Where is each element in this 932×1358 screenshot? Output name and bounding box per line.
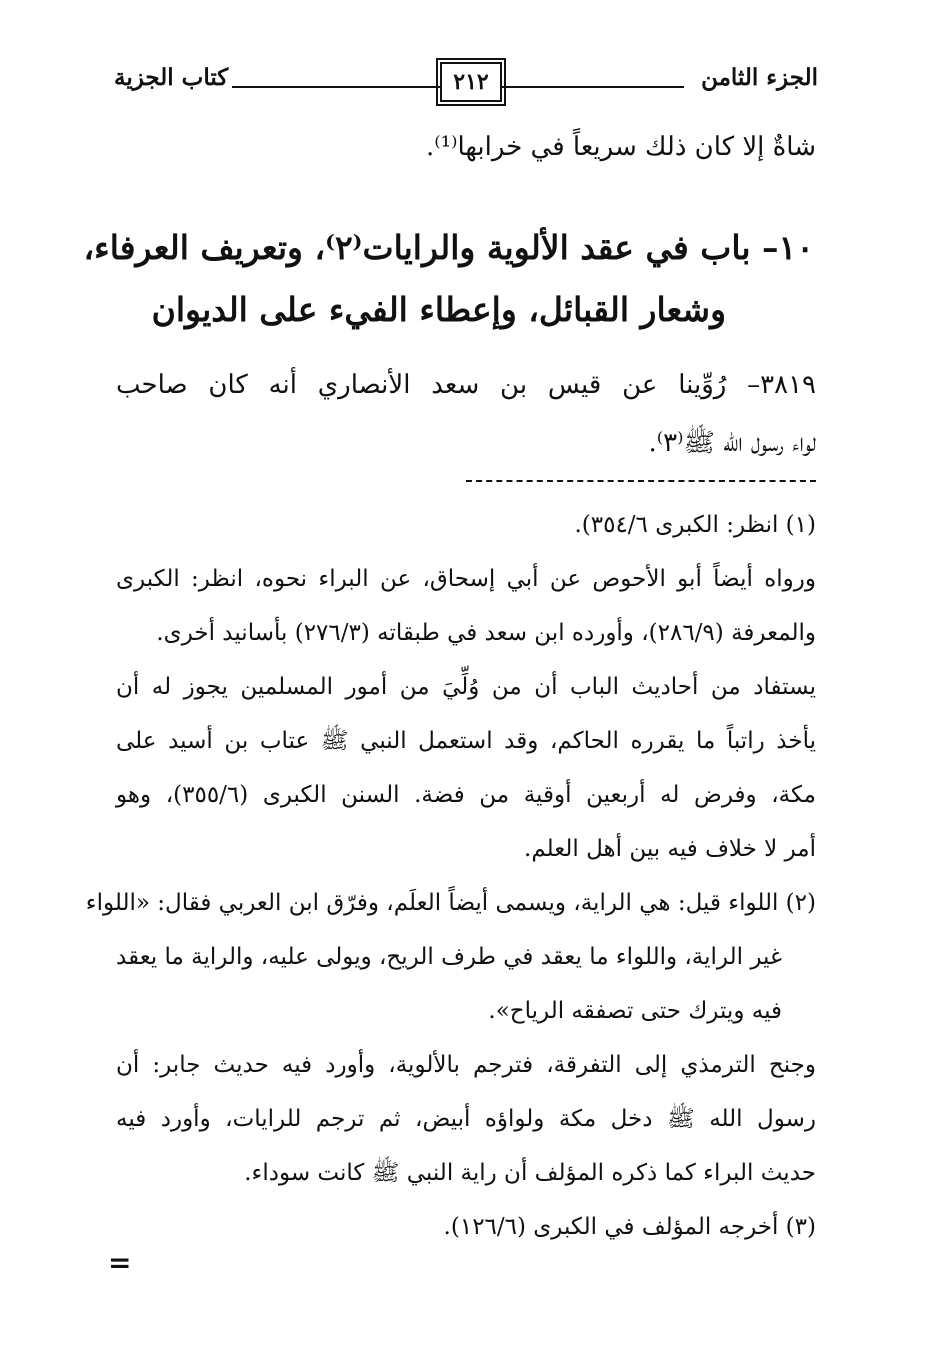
hadith-text-line-2: لواء رسول الله ﷺ⁽٣⁾. — [648, 428, 816, 458]
footnote-2-line-6: حديث البراء كما ذكره المؤلف أن راية النبي ﷺ كانت سوداء. — [244, 1160, 816, 1186]
footnote-separator — [466, 480, 816, 482]
header-rule-right — [502, 86, 684, 88]
footnote-1-line-3: والمعرفة (٢٨٦/٩)، وأورده ابن سعد في طبقاته (٢٧٦/٣) بأسانيد أخرى. — [156, 620, 816, 646]
footnote-1-line-4: يستفاد من أحاديث الباب أن من وُلِّيَ من أمور المسلمين يجوز له أن — [116, 674, 816, 700]
footnote-2-line-2: غير الراية، واللواء ما يعقد في طرف الريح، ويولى عليه، والراية ما يعقد — [116, 944, 782, 970]
header-book-label: كتاب الجزية — [114, 64, 229, 91]
carry-over-line: شاةٌ إلا كان ذلك سريعاً في خرابها⁽¹⁾. — [426, 132, 816, 162]
footnote-2-line-1: (٢) اللواء قيل: هي الراية، ويسمى أيضاً العلَم، وفرّق ابن العربي فقال: «اللواء — [85, 890, 816, 916]
page-number: ٢١٢ — [440, 62, 502, 102]
footnote-1-line-6: مكة، وفرض له أربعين أوقية من فضة. السنن الكبرى (٣٥٥/٦)، وهو — [116, 782, 816, 808]
footnote-1-line-1: (١) انظر: الكبرى ٣٥٤/٦). — [574, 512, 816, 538]
footnote-1-line-2: ورواه أيضاً أبو الأحوص عن أبي إسحاق، عن البراء نحوه، انظر: الكبرى — [116, 566, 816, 592]
chapter-title-line-2: وشعار القبائل، وإعطاء الفيء على الديوان — [151, 290, 726, 329]
header-rule-left — [232, 86, 440, 88]
footnote-3-line-1: (٣) أخرجه المؤلف في الكبرى (١٢٦/٦). — [443, 1214, 816, 1240]
footnote-1-line-5: يأخذ راتباً ما يقرره الحاكم، وقد استعمل النبي ﷺ عتاب بن أسيد على — [116, 728, 816, 754]
footnote-1-line-7: أمر لا خلاف فيه بين أهل العلم. — [524, 836, 816, 862]
header-part-label: الجزء الثامن — [701, 64, 818, 91]
chapter-title-line-1: ١٠– باب في عقد الألوية والرايات⁽٢⁾، وتعريف العرفاء، — [83, 228, 814, 267]
end-mark: = — [108, 1246, 132, 1279]
footnote-2-line-3: فيه ويترك حتى تصفقه الرياح». — [488, 998, 782, 1024]
footnote-2-line-5: رسول الله ﷺ دخل مكة ولواؤه أبيض، ثم ترجم للرايات، وأورد فيه — [116, 1106, 817, 1132]
hadith-text-line-1: ٣٨١٩– رُوِّينا عن قيس بن سعد الأنصاري أنه كان صاحب — [116, 370, 816, 400]
footnote-2-line-4: وجنح الترمذي إلى التفرقة، فترجم بالألوية، وأورد فيه حديث جابر: أن — [116, 1052, 816, 1078]
